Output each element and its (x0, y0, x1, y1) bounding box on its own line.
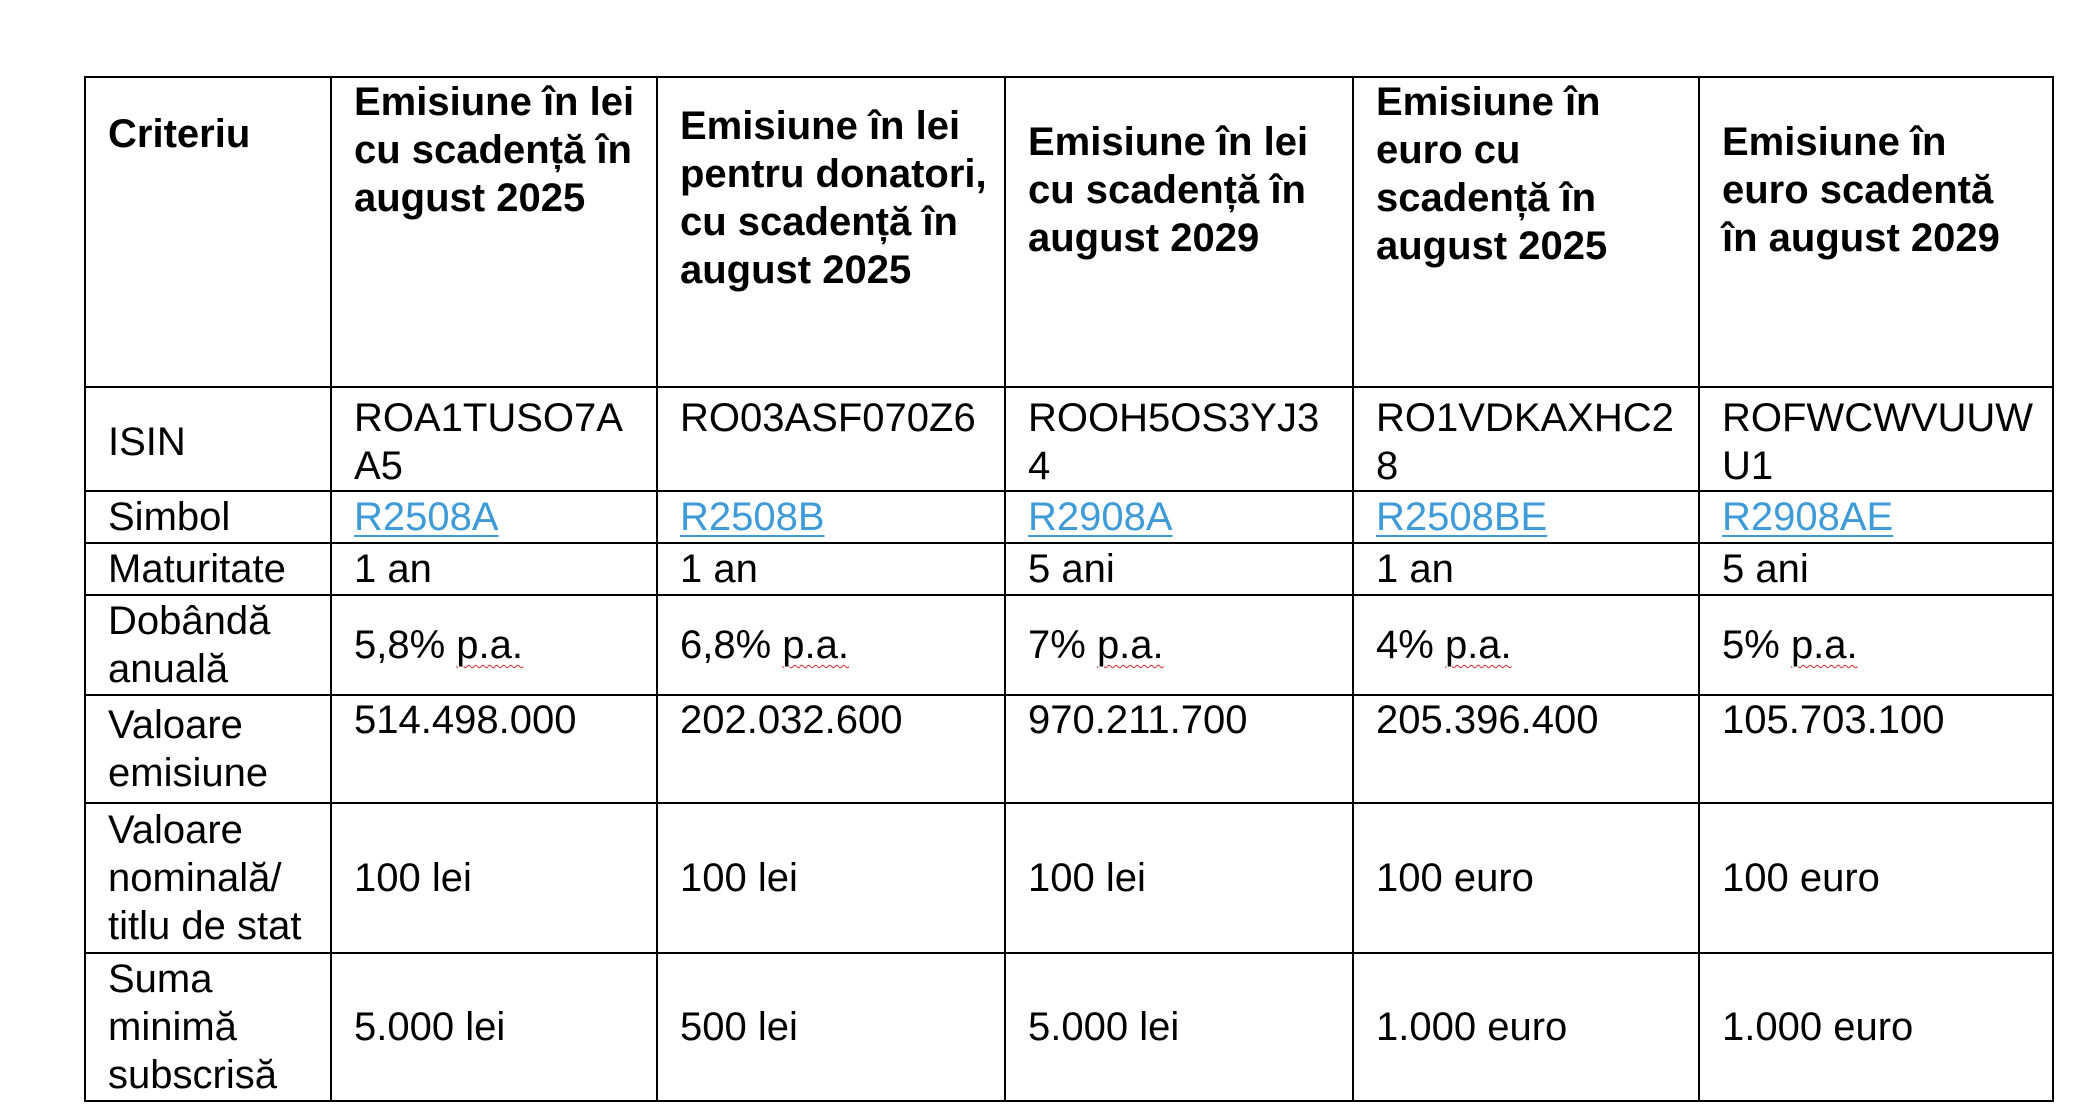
row-label-issue-value: Valoare emisiune (85, 695, 331, 803)
nominal-value: 100 euro (1353, 803, 1699, 953)
table-row-min-subscription (85, 953, 2053, 1101)
table-row-issue-value (85, 695, 2053, 803)
symbol-cell (1005, 491, 1353, 543)
table-header-row (85, 77, 2053, 387)
maturity-value: 1 an (657, 543, 1005, 595)
interest-cell (1699, 595, 2053, 695)
header-issue-1: Emisiune în lei cu scadență în august 2025 (331, 77, 657, 387)
table-row-symbol (85, 491, 2053, 543)
maturity-value: 5 ani (1699, 543, 2053, 595)
symbol-cell (1353, 491, 1699, 543)
interest-rate: 4% (1376, 623, 1434, 667)
issue-value: 205.396.400 (1353, 695, 1699, 803)
isin-cell (1699, 387, 2053, 491)
symbol-link[interactable]: R2508BE (1376, 495, 1548, 539)
min-subscription-value: 5.000 lei (331, 953, 657, 1101)
symbol-link[interactable]: R2908AE (1722, 495, 1894, 539)
symbol-cell (657, 491, 1005, 543)
header-issue-2: Emisiune în lei pentru donatori, cu scadență în august 2025 (657, 77, 1005, 387)
bond-issues-table (84, 76, 2054, 1102)
interest-suffix: p.a. (456, 623, 524, 667)
issue-value: 202.032.600 (657, 695, 1005, 803)
isin-value: ROFWCWVUUWU1 (1722, 396, 2034, 488)
isin-cell (657, 387, 1005, 491)
row-label-symbol: Simbol (85, 491, 331, 543)
row-label-interest: Dobândă anuală (85, 595, 331, 695)
table-row-isin (85, 387, 2053, 491)
header-criterion: Criteriu (85, 77, 331, 387)
header-issue-4: Emisiune în euro cu scadență în august 2025 (1353, 77, 1699, 387)
isin-cell (331, 387, 657, 491)
issue-value: 514.498.000 (331, 695, 657, 803)
min-subscription-value: 5.000 lei (1005, 953, 1353, 1101)
min-subscription-value: 500 lei (657, 953, 1005, 1101)
interest-cell (1005, 595, 1353, 695)
interest-suffix: p.a. (782, 623, 850, 667)
symbol-cell (1699, 491, 2053, 543)
isin-cell (1005, 387, 1353, 491)
min-subscription-value: 1.000 euro (1699, 953, 2053, 1101)
isin-value: RO03ASF070Z6 (680, 396, 976, 440)
interest-suffix: p.a. (1096, 623, 1164, 667)
min-subscription-value: 1.000 euro (1353, 953, 1699, 1101)
row-label-nominal-value: Valoare nominală/ titlu de stat (85, 803, 331, 953)
isin-value: RO1VDKAXHC28 (1376, 396, 1674, 488)
document-page (84, 76, 2052, 1102)
interest-cell (1353, 595, 1699, 695)
isin-value: ROA1TUSO7AA5 (354, 396, 623, 488)
interest-rate: 7% (1028, 623, 1086, 667)
header-issue-3: Emisiune în lei cu scadență în august 2029 (1005, 77, 1353, 387)
symbol-link[interactable]: R2508B (680, 495, 825, 539)
table-row-nominal-value (85, 803, 2053, 953)
interest-cell (657, 595, 1005, 695)
nominal-value: 100 lei (657, 803, 1005, 953)
row-label-min-subscription: Suma minimă subscrisă (85, 953, 331, 1101)
header-issue-5: Emisiune în euro scadentă în august 2029 (1699, 77, 2053, 387)
interest-rate: 5% (1722, 623, 1780, 667)
maturity-value: 1 an (331, 543, 657, 595)
issue-value: 970.211.700 (1005, 695, 1353, 803)
row-label-maturity: Maturitate (85, 543, 331, 595)
issue-value: 105.703.100 (1699, 695, 2053, 803)
nominal-value: 100 euro (1699, 803, 2053, 953)
maturity-value: 5 ani (1005, 543, 1353, 595)
table-row-maturity (85, 543, 2053, 595)
nominal-value: 100 lei (1005, 803, 1353, 953)
symbol-cell (331, 491, 657, 543)
interest-suffix: p.a. (1444, 623, 1512, 667)
table-row-interest (85, 595, 2053, 695)
maturity-value: 1 an (1353, 543, 1699, 595)
symbol-link[interactable]: R2508A (354, 495, 499, 539)
interest-rate: 6,8% (680, 623, 772, 667)
nominal-value: 100 lei (331, 803, 657, 953)
interest-suffix: p.a. (1790, 623, 1858, 667)
interest-cell (331, 595, 657, 695)
isin-value: ROOH5OS3YJ34 (1028, 396, 1320, 488)
isin-cell (1353, 387, 1699, 491)
row-label-isin: ISIN (85, 387, 331, 491)
interest-rate: 5,8% (354, 623, 446, 667)
symbol-link[interactable]: R2908A (1028, 495, 1173, 539)
